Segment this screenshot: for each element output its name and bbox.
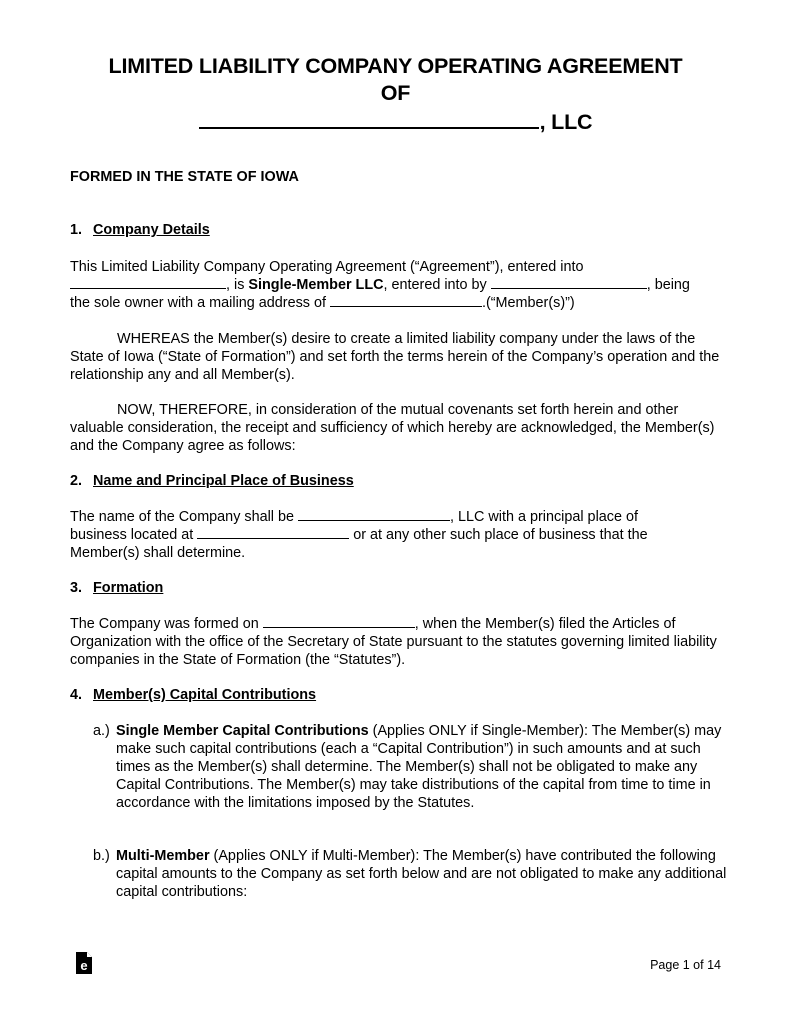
item-text: (Applies ONLY if Single-Member): The Member(s) may make such capital contributions (each a “Capital Contribution”) in such amounts and at such times as the Member(s) shall determine. The Member(s) shall not be obligated to make any Capital Contributions. The Member(s) may take distributions of the capital from time to time in accordance with the limitations imposed by the Statutes. [116, 723, 722, 811]
text: , is [226, 277, 249, 293]
text: NOW, THEREFORE, in consideration of the mutual covenants set forth herein and other valuable consideration, the receipt and sufficiency of which hereby are acknowledged, the Member(s) and the Company agree as follows: [70, 402, 715, 454]
item-marker: b.) [93, 848, 110, 864]
text: the sole owner with a mailing address of [70, 295, 330, 311]
text: .(“Member(s)”) [481, 295, 575, 311]
section-number: 1. [70, 222, 83, 238]
section-number: 4. [70, 687, 83, 703]
name-place-paragraph [70, 508, 730, 562]
text: , entered into by [383, 277, 491, 293]
item-marker: a.) [93, 723, 110, 739]
owner-name-blank[interactable] [491, 276, 647, 289]
text: , when the Member(s) filed the Articles of Organization with the office of the Secretary of State pursuant to the statutes governing limited liability companies in the State of Formation (the “Statutes”). [70, 616, 717, 668]
section-number: 2. [70, 473, 83, 489]
document-title-line-3 [0, 107, 791, 135]
text: business located at [70, 527, 198, 543]
capital-contribution-item-b [93, 847, 733, 901]
company-name-blank[interactable] [199, 107, 539, 129]
logo-letter: e [80, 958, 88, 973]
section-2-heading [70, 472, 730, 490]
section-3-heading [70, 579, 730, 597]
llc-type: Single-Member LLC [248, 277, 384, 293]
section-title: Member(s) Capital Contributions [93, 687, 317, 703]
company-details-paragraph [70, 258, 730, 312]
document-e-icon [76, 952, 92, 974]
formation-date-blank[interactable] [263, 615, 415, 628]
text: , LLC with a principal place of [449, 509, 638, 525]
whereas-paragraph [70, 330, 730, 384]
now-therefore-paragraph [70, 401, 730, 455]
item-title: Multi-Member [116, 848, 210, 864]
company-name-blank-2[interactable] [298, 508, 450, 521]
business-address-blank[interactable] [197, 526, 349, 539]
date-blank[interactable] [70, 276, 226, 289]
text: Member(s) shall determine. [70, 545, 246, 561]
text: WHEREAS the Member(s) desire to create a limited liability company under the laws of the State of Iowa (“State of Formation”) and set forth the terms herein of the Company’s operation and the relationship any and all Member(s). [70, 331, 720, 383]
text: or at any other such place of business that the [349, 527, 648, 543]
text: The name of the Company shall be [70, 509, 298, 525]
document-title-line-2: OF [380, 81, 411, 105]
section-title: Formation [93, 580, 164, 596]
mailing-address-blank[interactable] [330, 294, 482, 307]
capital-contribution-item-a [93, 722, 733, 812]
page-number: Page 1 of 14 [650, 958, 721, 972]
text: The Company was formed on [70, 616, 263, 632]
formation-paragraph [70, 615, 730, 669]
document-title-line-1: LIMITED LIABILITY COMPANY OPERATING AGREEMENT [108, 54, 683, 78]
text: This Limited Liability Company Operating Agreement (“Agreement”), entered into [70, 259, 584, 275]
section-number: 3. [70, 580, 83, 596]
section-4-heading [70, 686, 730, 704]
item-title: Single Member Capital Contributions [116, 723, 369, 739]
formed-in-state: FORMED IN THE STATE OF IOWA [70, 169, 299, 185]
llc-suffix: , LLC [539, 110, 593, 134]
section-title: Name and Principal Place of Business [93, 473, 354, 489]
section-1-heading [70, 221, 730, 239]
section-title: Company Details [93, 222, 210, 238]
item-text: (Applies ONLY if Multi-Member): The Member(s) have contributed the following capital amounts to the Company as set forth below and are not obligated to make any additional capital contributions: [116, 848, 727, 900]
text: , being [646, 277, 690, 293]
